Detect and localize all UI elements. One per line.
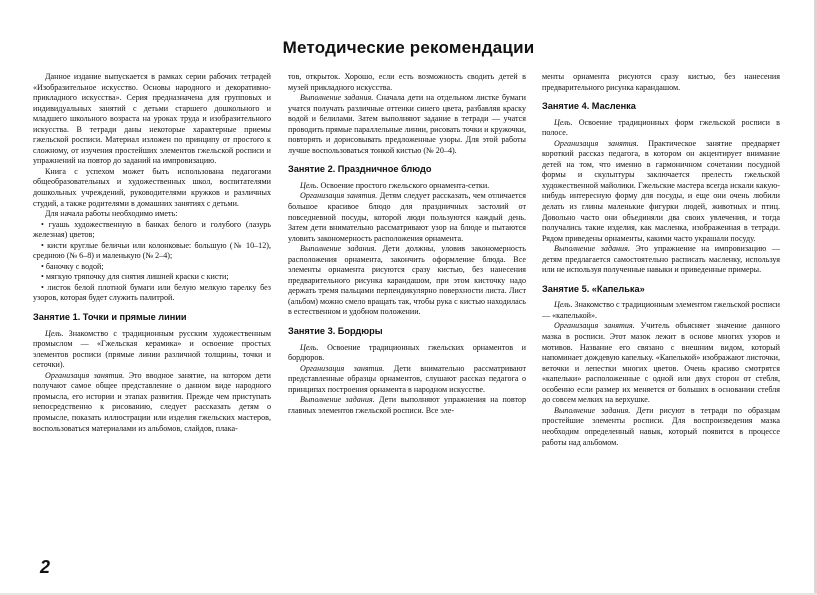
section-heading-lesson-3: Занятие 3. Бордюры — [288, 326, 383, 337]
text-column-1 — [33, 72, 271, 552]
label-execution: Выполнение задания. — [300, 395, 375, 405]
list-item: • гуашь художественную в банках белого и голубого (лазурь железная) цветов; — [33, 219, 271, 240]
text: Это вводное занятие, на котором дети получают самое общее представление о данном виде народного промысла, его истории и этапах развития. Прежде чем приступать непосредственно к рисованию, следует рассказать детям о промысле, показать иллюстрации или изделия гжельских мастеров, воспользоваться материалами из альбомов, слайдов, плака- — [33, 370, 271, 433]
text-column-2 — [288, 72, 526, 552]
paragraph — [542, 321, 780, 405]
paragraph — [288, 343, 526, 364]
paragraph: Для начала работы необходимо иметь: — [45, 209, 178, 219]
text: Освоение традиционных гжельских орнаментов и бордюров. — [288, 342, 526, 363]
section-heading-lesson-1: Занятие 1. Точки и прямые линии — [33, 312, 187, 323]
text: Дети внимательно рассматривают представленные образцы орнаментов, слушают рассказ педагога о принципах построения орнамента в народном искусстве. — [288, 363, 526, 394]
text: Сначала дети на отдельном листке бумаги учатся получать различные оттенки синего цвета, разбавляя краску водой и белилами. Затем выполняют задание в тетради — учатся проводить прямые параллельные линии, рисовать точки и кружочки, повторять и дорисовывать предложенные узоры. Для этой работы лучше воспользоваться тонкой кистью (№ 20–4). — [288, 93, 526, 155]
text: Дети должны, уловив закономерность расположения орнамента, закончить оформление блюда. Все элементы орнамента рисуются сразу кистью, без нанесения предварительного рисунка карандашом, при этом кисточку надо держать тремя пальцами перпендикулярно поверхности листа. Лист (альбом) можно смело вращать так, чтобы рука с кистью находилась в естественном и удобном положении. — [288, 244, 526, 317]
label-goal: Цель. — [300, 180, 319, 190]
label-execution: Выполнение задания. — [554, 405, 631, 415]
paragraph: тов, открыток. Хорошо, если есть возможность сводить детей в музей прикладного искусства. — [288, 72, 526, 92]
label-organization: Организация занятия. — [554, 321, 635, 331]
label-execution: Выполнение задания. — [300, 93, 374, 103]
text: Дети рисуют в тетради по образцам простейшие элементы росписи. Для воспроизведения мазка необходим определенный навык, который появится в процессе работы над альбомом. — [542, 405, 780, 447]
section-heading-lesson-2: Занятие 2. Праздничное блюдо — [288, 164, 432, 175]
text: Это упражнение на импровизацию — детям предлагается самостоятельно расписать масленку, используя или не используя полученные навыки и приведенные примеры. — [542, 244, 780, 275]
text-column-3 — [542, 72, 780, 552]
label-execution: Выполнение задания. — [300, 244, 377, 254]
label-goal: Цель. — [554, 117, 573, 127]
text: Детям следует рассказать, чем отличается большое красивое блюдо для праздничных застолий от повседневной посуды, которой люди пользуются каждый день. Затем дети внимательно рассматривают узор на блюде и пытаются уловить закономерность расположения орнамента. — [288, 191, 526, 243]
paragraph — [542, 244, 780, 276]
section-heading-lesson-5: Занятие 5. «Капелька» — [542, 283, 645, 294]
label-goal: Цель. — [300, 342, 319, 352]
label-organization: Организация занятия. — [554, 138, 639, 148]
text: Практическое занятие предваряет короткий рассказ педагога, в котором он акцентирует внимание детей на том, что именно в гармоничном сочетании посудной формы и скульптуры заключается прелесть гжельской художественной майолики. Гжельские мастера всегда искали какую-нибудь интересную форму для посуды, и еще они очень любили делать из глины маленькие фигурки людей, животных и птиц. Довольно часто они объединяли два своих увлечения, и тогда получались такие изделия, как масленка, изображенная в тетради. Рядом приведены орнаменты, какими часто украшали посуду. — [542, 138, 780, 243]
paragraph — [33, 329, 271, 371]
text: Знакомство с традиционным русским художественным промыслом — «Гжельская керамика» и освоение простых элементов росписи (прямые линии различной толщины, точки и сеточки). — [33, 328, 271, 370]
paragraph — [288, 191, 526, 244]
paragraph — [542, 300, 780, 321]
paragraph — [288, 93, 526, 156]
label-organization: Организация занятия. — [300, 363, 385, 373]
paragraph — [542, 406, 780, 448]
paragraph — [288, 395, 526, 416]
text: Освоение традиционных форм гжельской росписи в полосе. — [542, 117, 780, 138]
list-item: • кисти круглые беличьи или колонковые: большую (№ 10–12), среднюю (№ 6–8) и маленькую (№ 2–4); — [33, 240, 271, 261]
section-heading-lesson-4: Занятие 4. Масленка — [542, 101, 636, 112]
paragraph — [288, 364, 526, 396]
label-organization: Организация занятия. — [300, 191, 378, 201]
label-execution: Выполнение задания. — [554, 244, 630, 254]
paragraph: Книга с успехом может быть использована педагогами общеобразовательных и художественных школ, воспитателями дошкольных учреждений, руководителями кружков и различных студий, а также родителями в домашних занятиях с детьми. — [33, 166, 271, 208]
paragraph — [542, 139, 780, 244]
label-goal: Цель. — [554, 300, 573, 310]
text: Знакомство с традиционным элементом гжельской росписи — «капелькой». — [542, 300, 780, 320]
paragraph — [33, 371, 271, 434]
list-item: • баночку с водой; — [41, 261, 104, 271]
paragraph — [542, 118, 780, 139]
list-item: • мягкую тряпочку для снятия лишней краски с кисти; — [41, 272, 229, 282]
list-item: • листок белой плотной бумаги или белую мелкую тарелку без узоров, которая будет служить палитрой. — [33, 282, 271, 303]
paragraph — [288, 244, 526, 318]
page-title: Методические рекомендации — [282, 38, 535, 57]
page-number: 2 — [40, 557, 51, 577]
paragraph: менты орнамента рисуются сразу кистью, без нанесения предварительного рисунка карандашом. — [542, 72, 780, 92]
text: Учитель объясняет значение данного мазка в росписи. Этот мазок лежит в основе многих узоров и мотивов. Название его связано с внешним видом, который напоминает дождевую капельку. «Капелькой» изображают листочки, веточки и лепестки многих цветов. Очень красиво смотрятся «капельки» расположенные с одной или двух сторон от стебля, особенно если размер их меняется от больших в основании стебля до совсем мелких на верхушке. — [542, 321, 780, 405]
text: Освоение простого гжельского орнамента-сетки. — [318, 180, 490, 190]
text: Дети выполняют упражнения на повтор главных элементов гжельской росписи. Все эле- — [288, 395, 526, 415]
label-organization: Организация занятия. — [45, 370, 125, 380]
label-goal: Цель. — [45, 328, 64, 338]
paragraph: Данное издание выпускается в рамках серии рабочих тетрадей «Изобразительное искусство. Основы народного и декоративно-прикладного искусства». Серия предназначена для групповых и индивидуальных занятий с детьми старшего дошкольного и младшего школьного возраста на уроках труда и изобразительного искусства. В тетради даны некоторые характерные приемы гжельской росписи. Материал изложен по принципу от простого к сложному, от изучения простейших элементов гжельской росписи и упражнений на повтор до заданий на импровизацию. — [33, 72, 271, 166]
paragraph — [288, 181, 526, 192]
